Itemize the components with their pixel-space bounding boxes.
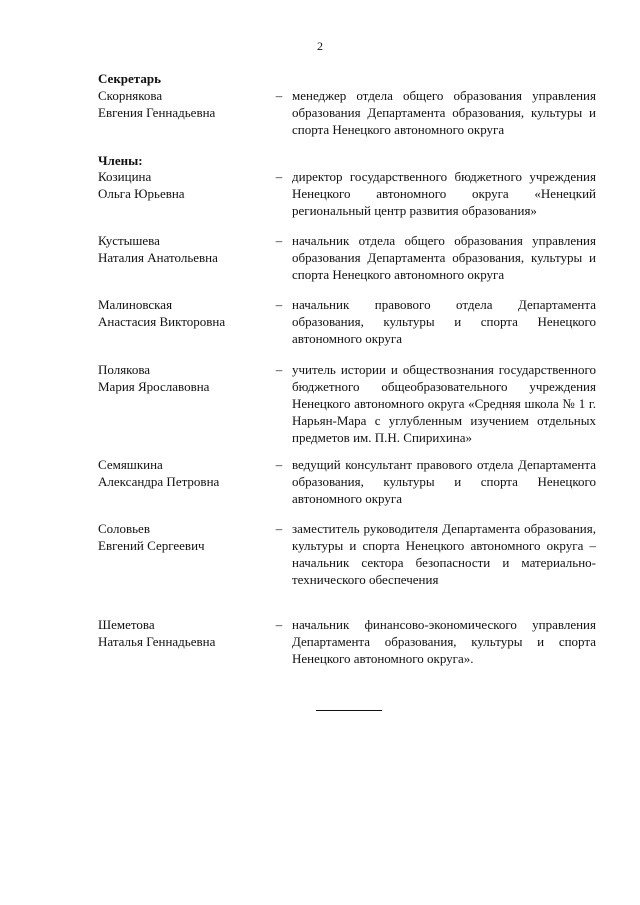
person-role: заместитель руководителя Департамента образования, культуры и спорта Ненецкого автономного округа – начальник сектора безопасности и материально-технического обеспечения [292, 521, 596, 587]
person-given-name: Александра Петровна [98, 474, 220, 489]
person-surname: Семяшкина [98, 457, 163, 472]
person-name [98, 616, 268, 650]
person-role: учитель истории и обществознания государственного бюджетного общеобразовательного учреждения Ненецкого автономного округа «Средняя школа № 1 г. Нарьян-Мара с углубленным изучением отдельных предметов им. П.Н. Спирихина» [292, 362, 596, 445]
person-name [98, 168, 268, 202]
person-surname: Кустышева [98, 233, 160, 248]
person-role: начальник финансово-экономического управления Департамента образования, культуры и спорта Ненецкого автономного округа». [292, 617, 596, 666]
dash-separator: – [275, 169, 283, 184]
end-divider [316, 710, 382, 711]
person-given-name: Ольга Юрьевна [98, 186, 185, 201]
person-role: ведущий консультант правового отдела Департамента образования, культуры и спорта Ненецкого автономного округа [292, 457, 596, 506]
dash-separator: – [275, 88, 283, 103]
dash-separator: – [275, 617, 283, 632]
person-name [98, 361, 268, 395]
person-surname: Козицина [98, 169, 152, 184]
person-given-name: Мария Ярославовна [98, 379, 210, 394]
person-surname: Скорнякова [98, 88, 163, 103]
person-role: менеджер отдела общего образования управления образования Департамента образования, культуры и спорта Ненецкого автономного округа [292, 88, 596, 137]
person-name [98, 296, 268, 330]
person-name [98, 87, 268, 121]
dash-separator: – [275, 457, 283, 472]
person-surname: Полякова [98, 362, 151, 377]
person-given-name: Анастасия Викторовна [98, 314, 226, 329]
page-number: 2 [317, 39, 323, 53]
dash-separator: – [275, 233, 283, 248]
person-surname: Соловьев [98, 521, 150, 536]
person-role: начальник правового отдела Департамента образования, культуры и спорта Ненецкого автономного округа [292, 297, 596, 346]
dash-separator: – [275, 297, 283, 312]
person-given-name: Евгения Геннадьевна [98, 105, 216, 120]
person-role: директор государственного бюджетного учреждения Ненецкого автономного округа «Ненецкий региональный центр развития образования» [292, 169, 596, 218]
person-given-name: Наталья Геннадьевна [98, 634, 216, 649]
person-name [98, 232, 268, 266]
members-heading: Члены: [98, 153, 143, 168]
secretary-heading: Секретарь [98, 71, 161, 86]
person-role: начальник отдела общего образования управления образования Департамента образования, культуры и спорта Ненецкого автономного округа [292, 233, 596, 282]
person-name [98, 456, 268, 490]
person-name [98, 520, 268, 554]
dash-separator: – [275, 362, 283, 377]
person-surname: Малиновская [98, 297, 173, 312]
person-given-name: Наталия Анатольевна [98, 250, 218, 265]
person-given-name: Евгений Сергеевич [98, 538, 205, 553]
person-surname: Шеметова [98, 617, 155, 632]
dash-separator: – [275, 521, 283, 536]
